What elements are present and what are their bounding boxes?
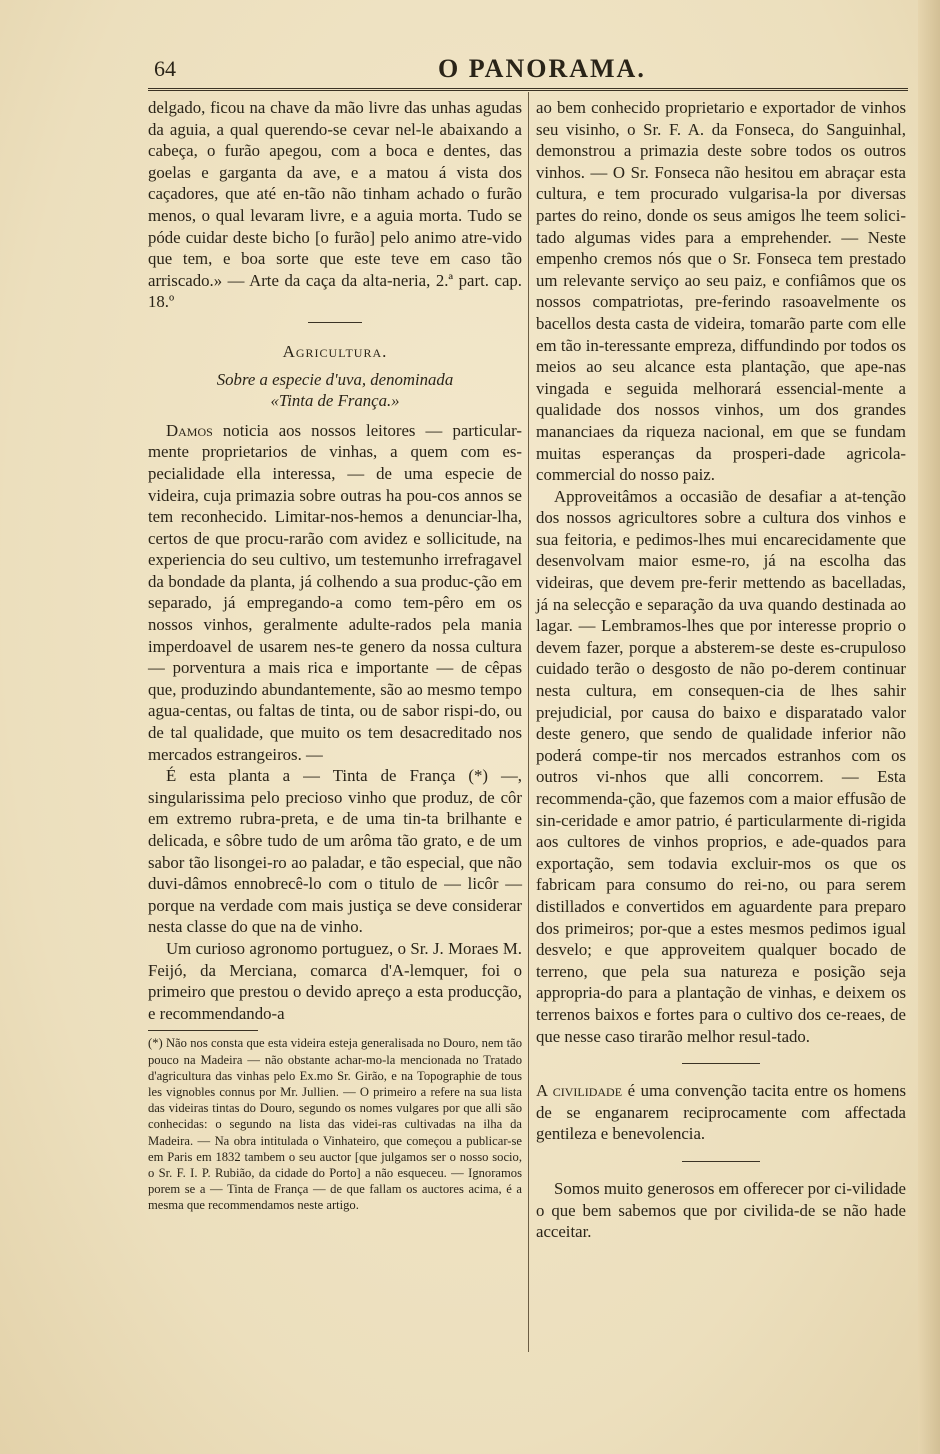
paragraph: É esta planta a — Tinta de França (*) —, singularissima pelo precioso vinho que produz, de côr em extremo rubra-preta, e de uma tin-ta brilhante e delicada, e sôbre tudo de um arôma tão grato, e de um sabor tão lisongei-ro ao paladar, e tão especial, que não duvi-dâmos ennobrecê-lo com o titulo de — licôr — porque na verdade com mais justiça se deve considerar nesta classe do que na de vinho. xyxy=(148,766,522,937)
footnote: (*) Não nos consta que esta videira esteja generalisada no Douro, nem tão pouco na Madeira — não obstante achar-mo-la mencionada no Tratado d'agricultura das vinhas pelo Ex.mo Sr. Girão, e na Topographie de tous les vignobles connus por Mr. Jullien. — O primeiro a refere na sua lista das videiras tintas do Douro, segundo os nomes vulgares por que alli são conhecidas: o segundo na lista das videi-ras cultivadas na ilha da Madeira. — Na obra intitulada o Vinhateiro, que começou a publicar-se em Paris em 1832 tambem o seu auctor [que julgamos ser o nosso socio, o Sr. F. I. P. Rubião, da cidade do Porto] a não esqueceu. — Ignoramos porem se a — Tinta de França — de que fallam os auctores acima, é a mesma que recommendamos neste artigo. xyxy=(148,1036,522,1213)
right-column xyxy=(536,97,906,1243)
continued-paragraph: delgado, ficou na chave da mão livre das unhas agudas da aguia, a qual querendo-se cevar nel-le abaixando a cabeça, o furão apegou, com a boca e dentes, das goelas e garganta da ave, e a matou á vista dos caçadores, que até en-tão não tinham achado o furão menos, o qual levaram livre, e a aguia morta. Tudo se póde cuidar deste bicho [o furão] pelo animo atre-vido que tem, e boa sorte que este teve em caso tão arriscado.» — Arte da caça da alta-neria, 2.ª part. cap. 18.º xyxy=(148,98,522,312)
separator-rule xyxy=(682,1063,760,1064)
section-title: Agricultura. xyxy=(282,341,388,361)
paragraph: Approveitâmos a occasião de desafiar a at-tenção dos nossos agricultores sobre a cultura dos vinhos e sua feitoria, e pedimos-lhes mui encarecidamente que desenvolvam maior esme-ro, já na escolha das videiras, que devem pre-ferir mettendo as bacelladas, já na selecção e separação da uva quando destinada ao lagar. — Lembramos-lhes que por interesse proprio o devem fazer, porque a absterem-se deste es-crupuloso cuidado terão o desgosto de não po-derem continuar nesta cultura, em consequen-cia de lhes sahir prejudicial, por causa do baixo e disparatado valor deste genero, que sendo de qualidade inferior não poderá compe-tir nos mercados estranhos com os outros vi-nhos que alli concorrem. — Esta recommenda-ção, que fazemos com a maior effusão de sin-ceridade e amor patrio, é particularmente di-rigida aos cultores de vinhos proprios, e ade-quados para exportação, sem todavia excluir-mos os que os fabricam para consumo do rei-no, ou para serem distillados e convertidos em aguardente para preparo dos primeiros; por-que a estes mesmos pedimos igual desvelo; e que approveitem qualquer bocado de terreno, que pela sua natureza e posição seja appropria-do para a plantação de vinhas, e deixem os terrenos baixos e fortes para o cultivo dos ce-reaes, de que nesse caso tirarão melhor resul-tado. xyxy=(536,486,906,1046)
header-rule xyxy=(148,88,908,91)
short-rule xyxy=(308,322,362,323)
subtitle-line-1: Sobre a especie d'uva, denominada xyxy=(216,369,454,389)
separator-rule xyxy=(682,1161,760,1162)
civility-lead: A civilidade xyxy=(536,1081,623,1101)
final-paragraph: Somos muito generosos em offerecer por ci-vilidade o que bem sabemos que por civilida-de se não hade acceitar. xyxy=(536,1178,906,1242)
civility-paragraph xyxy=(536,1080,906,1145)
page-number: 64 xyxy=(154,56,176,81)
article-subtitle xyxy=(148,369,522,412)
civility-text: é uma convenção tacita entre os homens de se enganarem reciprocamente com affectada gentileza e benevolencia. xyxy=(536,1081,906,1144)
running-title: O PANORAMA. xyxy=(438,54,646,83)
continued-paragraph: ao bem conhecido proprietario e exportador de vinhos seu visinho, o Sr. F. A. da Fonseca, do Sanguinhal, demonstrou a primazia deste sobre todos os outros vinhos. — O Sr. Fonseca não hesitou em abraçar esta cultura, e tem procurado vulgarisa-la por diversas partes do reino, donde os seus amigos lhe teem solici-tado algumas vides para a emprehender. — Neste empenho cremos nós que o Sr. Fonseca tem prestado um relevante serviço ao seu paiz, e confiâmos que os nossos compatriotas, pre-ferindo rasoavelmente os bacellos desta casta de videira, tomarão parte com elle em tão in-teressante empreza, diffundindo por todos os meios ao seu alcance esta plantação, que ape-nas vingada e seguida melhorará essencial-mente a qualidade dos nossos vinhos, um dos grandes mananciaes da riqueza nacional, em que se fundam muitas esperanças da prosperi-dade agricola-commercial do nosso paiz. xyxy=(536,98,906,485)
opening-word: Damos xyxy=(166,420,213,440)
paragraph: Um curioso agronomo portuguez, o Sr. J. Moraes M. Feijó, da Merciana, comarca d'A-lemquer, foi o primeiro que prestou o devido apreço a esta producção, e recommendando-a xyxy=(148,938,522,1023)
paragraph-text: noticia aos nossos leitores — particular-mente proprietarios de vinhas, a quem com es-pecialidade ella interessa, — de uma especie de videira, cuja primazia sobre outras ha pou-cos annos se tem reconhecido. Limitar-nos-hemos a denunciar-lha, certos de que procu-rarão com avidez e sollicitude, na experiencia do seu cultivo, um testemunho irrefragavel da bondade da planta, já colhendo a sua produc-ção em separado, já empregando-a como tem-pêro em os nossos vinhos, geralmente adulte-rados pela mania imperdoavel de usarem nes-te genero da nossa cultura — porventura a mais rica e importante — de cêpas que, produzindo abundantemente, são ao mesmo tempo agua-centas, ou faltas de tinta, ou de sabor rispi-do, ou de tal qualidade, que muito os tem desacreditado nos mercados estrangeiros. — xyxy=(148,420,522,764)
page-header xyxy=(148,54,908,84)
subtitle-line-2: «Tinta de França.» xyxy=(270,391,400,411)
left-column xyxy=(148,97,522,1214)
column-divider xyxy=(528,92,529,1352)
page-edge xyxy=(918,0,940,1454)
footnote-rule xyxy=(148,1030,258,1031)
paragraph xyxy=(148,420,522,766)
